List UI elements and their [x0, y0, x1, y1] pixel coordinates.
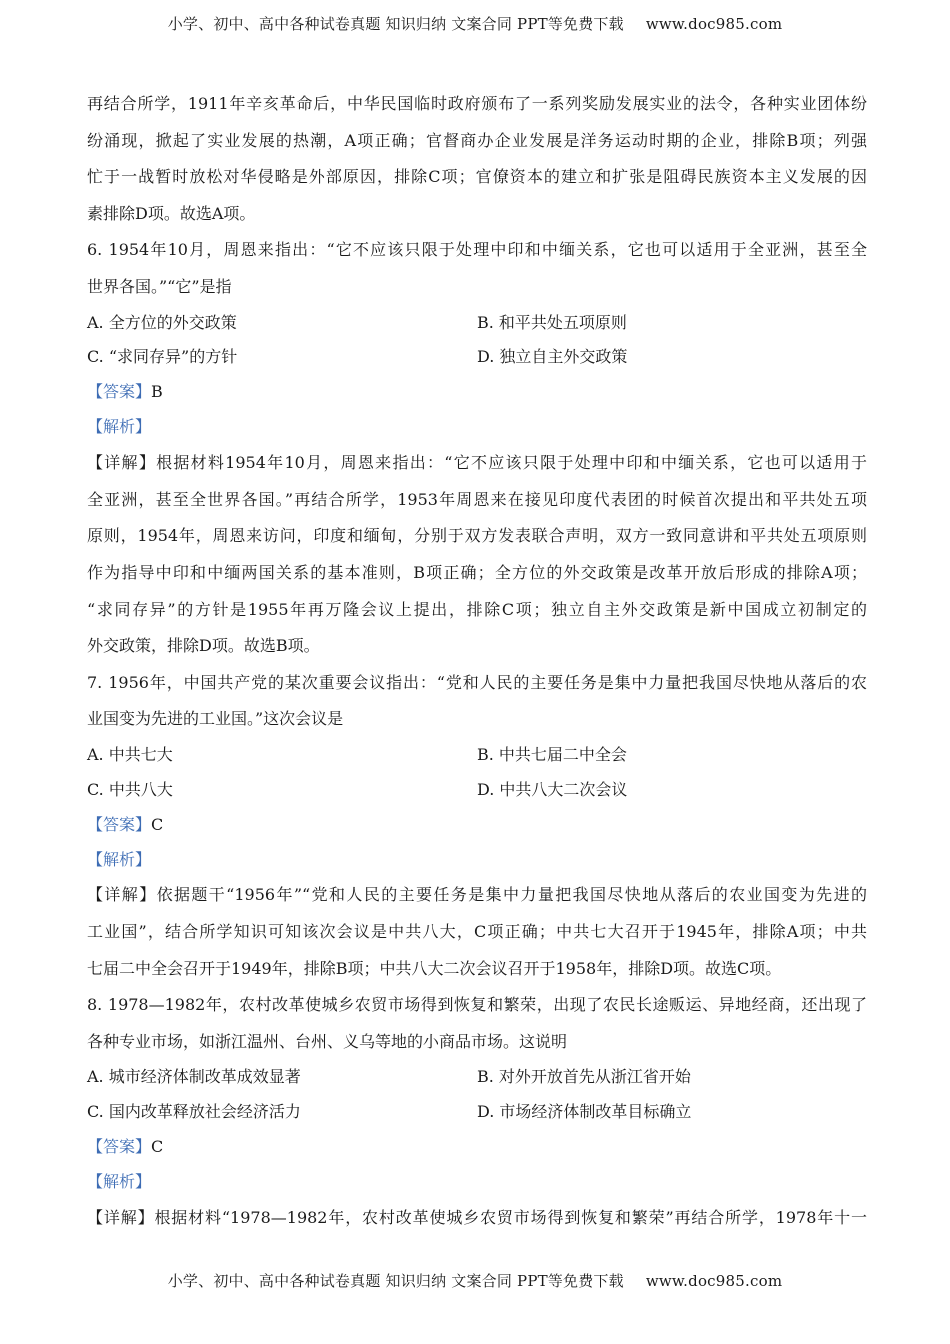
q7-answer [87, 808, 867, 843]
q6-option-d: D. 独立自主外交政策 [477, 347, 628, 367]
page-footer [0, 1270, 950, 1291]
q6-detail [87, 445, 867, 482]
q6-stem: 世界各国。”“它”是指 [87, 276, 232, 296]
q8-options-row [87, 1095, 867, 1130]
q6-detail: 外交政策，排除D项。故选B项。 [87, 636, 320, 656]
q7-option-b: B. 中共七届二中全会 [477, 744, 627, 764]
detail-tag: 【详解】 [87, 1207, 155, 1227]
q8-stem: 各种专业市场，如浙江温州、台州、义乌等地的小商品市场。这说明 [87, 1031, 568, 1051]
q6-detail: 作为指导中印和中缅两国关系的基本准则，B项正确；全方位的外交政策是改革开放后形成的排除A项； [87, 562, 867, 582]
answer-tag: 【答案】 [87, 814, 152, 834]
q6-option-a: A. 全方位的外交政策 [87, 312, 237, 332]
detail-tag: 【详解】 [87, 885, 157, 905]
detail-text: 根据材料“1978—1982年，农村改革使城乡农贸市场得到恢复和繁荣”再结合所学，1978年十一 [154, 1207, 867, 1227]
page-header [0, 13, 950, 34]
intro-line: 纷涌现，掀起了实业发展的热潮，A项正确；官督商办企业发展是洋务运动时期的企业，排除B项；列强 [87, 130, 867, 150]
q6-answer [87, 375, 867, 410]
q6-option-c: C. “求同存异”的方针 [87, 347, 238, 367]
answer-value: B [151, 382, 163, 402]
intro-line: 再结合所学，1911年辛亥革命后，中华民国临时政府颁布了一系列奖励发展实业的法令，各种实业团体纷 [87, 94, 867, 113]
q6-detail: 原则，1954年，周恩来访问，印度和缅甸，分别于双方发表联合声明，双方一致同意讲和平共处五项原则 [87, 526, 867, 546]
q8-option-c: C. 国内改革释放社会经济活力 [87, 1102, 301, 1122]
footer-text: 小学、初中、高中各种试卷真题 知识归纳 文案合同 PPT等免费下载 [167, 1272, 624, 1290]
q8-options-row [87, 1060, 867, 1095]
q6-detail: “求同存异”的方针是1955年再万隆会议上提出，排除C项；独立自主外交政策是新中国成立初制定的 [87, 599, 867, 619]
q8-detail [87, 1200, 867, 1237]
q7-analysis [87, 843, 867, 878]
q7-options-row [87, 738, 867, 773]
q8-answer [87, 1130, 867, 1165]
q7-option-c: C. 中共八大 [87, 779, 173, 799]
q7-stem: 业国变为先进的工业国。”这次会议是 [87, 709, 344, 729]
q7-detail: 七届二中全会召开于1949年，排除B项；中共八大二次会议召开于1958年，排除D项。故选C项。 [87, 958, 782, 978]
q7-option-d: D. 中共八大二次会议 [477, 779, 628, 799]
q6-detail: 全亚洲，甚至全世界各国。”再结合所学，1953年周恩来在接见印度代表团的时候首次提出和平共处五项 [87, 489, 867, 509]
q7-options-row [87, 773, 867, 808]
answer-tag: 【答案】 [87, 382, 152, 402]
answer-value: C [151, 814, 164, 834]
answer-tag: 【答案】 [87, 1137, 152, 1157]
answer-value: C [151, 1137, 164, 1157]
q7-detail: 工业国”，结合所学知识可知该次会议是中共八大，C项正确；中共七大召开于1945年，排除A项；中共 [87, 922, 867, 942]
detail-text: 依据题干“1956年”“党和人民的主要任务是集中力量把我国尽快地从落后的农业国变为先进的 [156, 885, 867, 905]
q6-stem: 6. 1954年10月，周恩来指出：“它不应该只限于处理中印和中缅关系，它也可以适用于全亚洲，甚至全 [87, 240, 867, 260]
q8-analysis [87, 1165, 867, 1200]
document-body [87, 86, 867, 1237]
intro-line: 素排除D项。故选A项。 [87, 203, 256, 223]
intro-line: 忙于一战暂时放松对华侵略是外部原因，排除C项；官僚资本的建立和扩张是阻碍民族资本主义发展的因 [87, 167, 867, 187]
analysis-tag: 【解析】 [87, 849, 152, 869]
footer-url[interactable]: www.doc985.com [645, 1272, 783, 1290]
q8-option-a: A. 城市经济体制改革成效显著 [87, 1067, 301, 1087]
q6-option-b: B. 和平共处五项原则 [477, 312, 627, 332]
q7-stem: 7. 1956年，中国共产党的某次重要会议指出：“党和人民的主要任务是集中力量把我国尽快地从落后的农 [87, 672, 867, 692]
analysis-tag: 【解析】 [87, 417, 152, 437]
detail-text: 根据材料1954年10月，周恩来指出：“它不应该只限于处理中印和中缅关系，它也可以适用于 [156, 453, 867, 473]
header-text: 小学、初中、高中各种试卷真题 知识归纳 文案合同 PPT等免费下载 [167, 15, 624, 33]
detail-tag: 【详解】 [87, 453, 157, 473]
q7-detail [87, 877, 867, 914]
q7-option-a: A. 中共七大 [87, 744, 173, 764]
header-url[interactable]: www.doc985.com [645, 15, 783, 33]
q6-options-row [87, 340, 867, 375]
q8-stem: 8. 1978—1982年，农村改革使城乡农贸市场得到恢复和繁荣，出现了农民长途贩运、异地经商，还出现了 [87, 995, 867, 1015]
q6-options-row [87, 306, 867, 341]
q8-option-d: D. 市场经济体制改革目标确立 [477, 1102, 692, 1122]
q8-option-b: B. 对外开放首先从浙江省开始 [477, 1067, 691, 1087]
q6-analysis [87, 410, 867, 445]
analysis-tag: 【解析】 [87, 1172, 152, 1192]
